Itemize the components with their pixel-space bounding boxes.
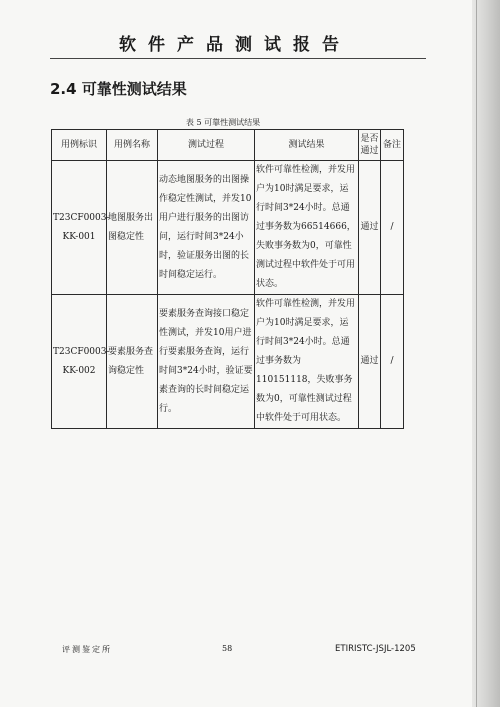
note-cell: /: [381, 161, 404, 295]
binding-edge: [472, 0, 500, 707]
table-row: [52, 295, 404, 429]
column-header-id: 用例标识: [52, 130, 107, 161]
pass-cell: 通过: [359, 161, 381, 295]
document-code: ETIRISTC-JSJL-1205: [335, 644, 416, 654]
page-number: 58: [222, 644, 233, 653]
case-name-cell: 要素服务查询稳定性: [107, 295, 158, 429]
report-header-title: 软件产品测试报告: [119, 35, 351, 55]
test-result-cell: 软件可靠性检测，并发用户为10时满足要求，运行时间3*24小时。总通过事务数为110151118，失败事务数为0，可靠性测试过程中软件处于可用状态。: [255, 295, 359, 429]
column-header-result: 测试结果: [255, 130, 359, 161]
table-header-row: [52, 130, 404, 161]
section-title: 2.4 可靠性测试结果: [50, 80, 187, 98]
case-id-cell: T23CF0003-KK-002: [52, 295, 107, 429]
header-rule: [50, 58, 426, 59]
case-name-cell: 地图服务出图稳定性: [107, 161, 158, 295]
test-process-cell: 要素服务查询接口稳定性测试，并发10用户进行要素服务查询，运行时间3*24小时，验证要素查询的长时间稳定运行。: [158, 295, 255, 429]
column-header-pass: 是否通过: [359, 130, 381, 161]
column-header-note: 备注: [381, 130, 404, 161]
table-caption: 表 5 可靠性测试结果: [185, 118, 261, 127]
column-header-process: 测试过程: [158, 130, 255, 161]
test-process-cell: 动态地图服务的出图操作稳定性测试，并发10用户进行服务的出图访问，运行时间3*24小时，验证服务出图的长时间稳定运行。: [158, 161, 255, 295]
table-row: [52, 161, 404, 295]
note-cell: /: [381, 295, 404, 429]
footer-organization: 评测鉴定所: [62, 645, 112, 654]
reliability-results-table: [51, 129, 404, 429]
pass-cell: 通过: [359, 295, 381, 429]
test-result-cell: 软件可靠性检测，并发用户为10时满足要求，运行时间3*24小时。总通过事务数为66514666，失败事务数为0，可靠性测试过程中软件处于可用状态。: [255, 161, 359, 295]
column-header-name: 用例名称: [107, 130, 158, 161]
case-id-cell: T23CF0003-KK-001: [52, 161, 107, 295]
